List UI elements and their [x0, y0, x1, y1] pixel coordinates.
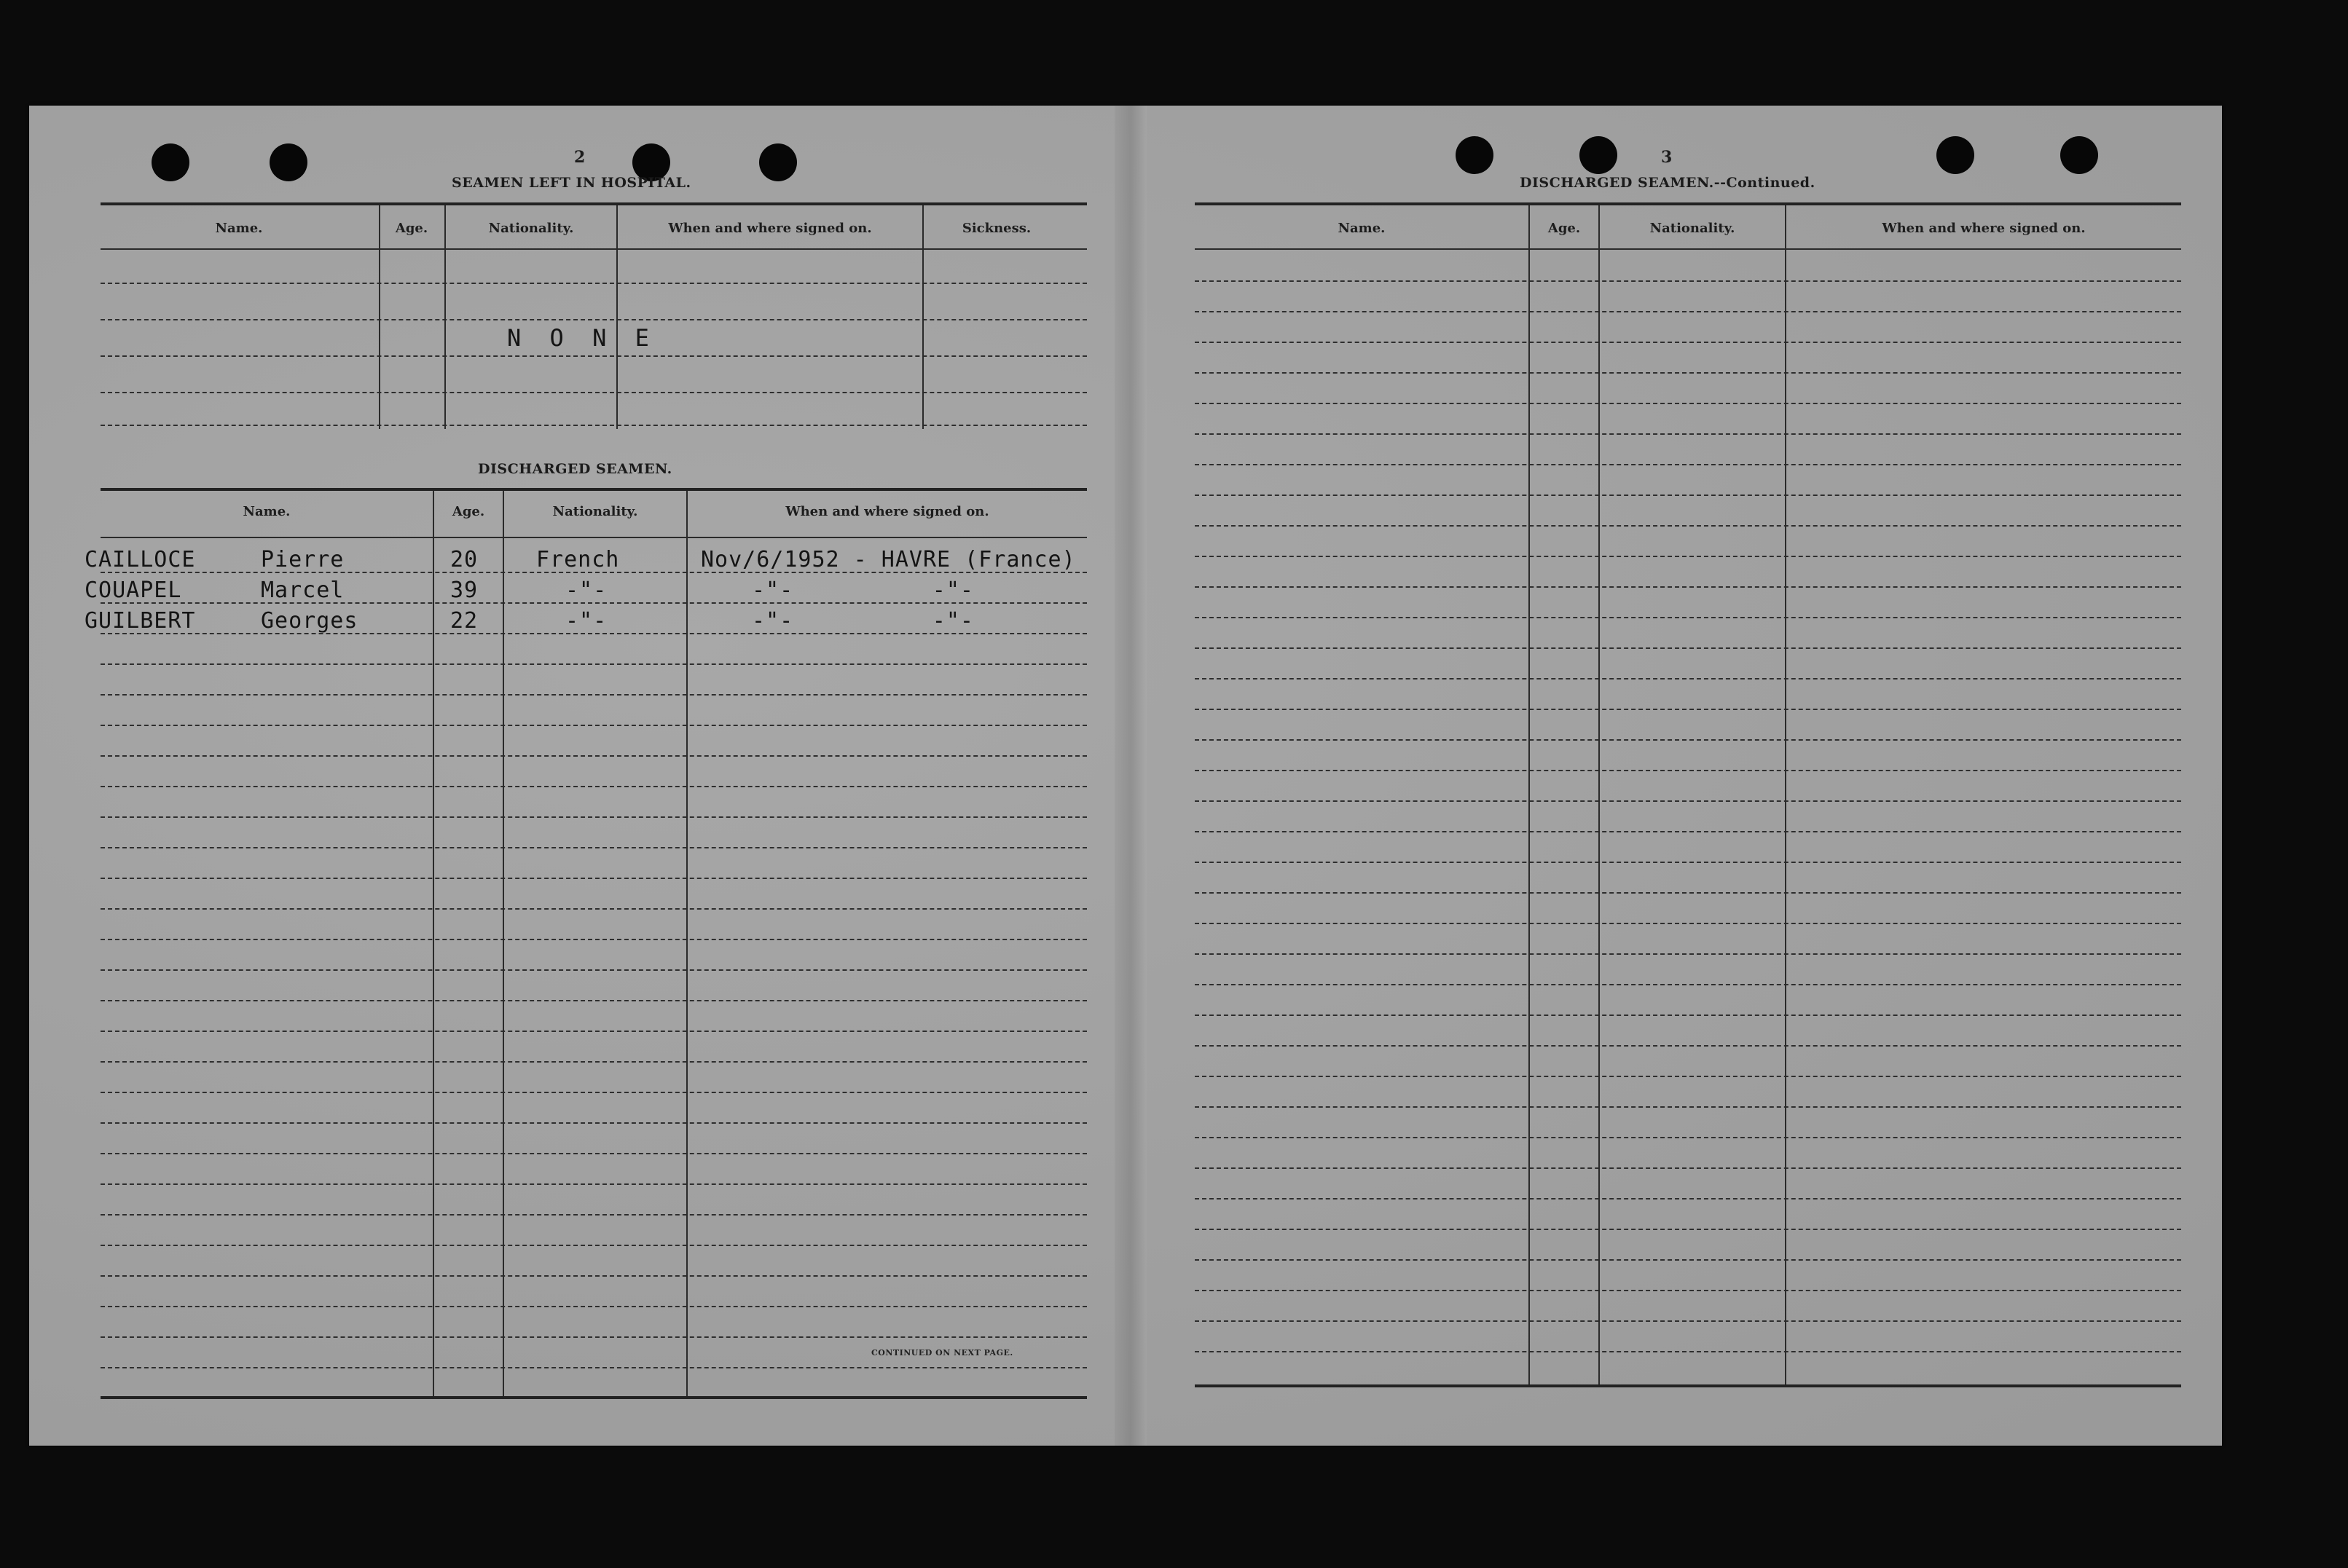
- hospital-header-name: Name.: [215, 221, 263, 236]
- ruled-line: [1195, 617, 2181, 618]
- hospital-top-rule: [101, 202, 1087, 205]
- page-number-right: 3: [1661, 148, 1673, 167]
- hospital-col-divider: [379, 205, 380, 429]
- ruled-line: [1195, 709, 2181, 710]
- right-col-divider: [1528, 205, 1530, 1384]
- right-header-nationality: Nationality.: [1649, 221, 1735, 236]
- ruled-line: [1195, 892, 2181, 894]
- hospital-col-divider: [616, 205, 618, 429]
- page-number-left: 2: [574, 148, 586, 167]
- right-col-divider: [1785, 205, 1786, 1384]
- discharged-header-rule: [101, 537, 1087, 538]
- ruled-line: [1195, 1076, 2181, 1077]
- ruled-line: [101, 969, 1087, 971]
- ruled-line: [1195, 556, 2181, 557]
- ruled-line: [1195, 1015, 2181, 1016]
- ruled-line: [1195, 953, 2181, 955]
- ruled-line: [101, 1031, 1087, 1032]
- seaman-surname: COUAPEL: [85, 578, 182, 603]
- seaman-given-name: Marcel: [261, 578, 345, 603]
- ruled-line: [101, 1061, 1087, 1063]
- ruled-line: [1195, 342, 2181, 343]
- ruled-line: [1195, 525, 2181, 527]
- discharged-continued-title: DISCHARGED SEAMEN.--Continued.: [1520, 175, 1815, 191]
- ruled-line: [1195, 831, 2181, 832]
- ruled-line: [101, 1092, 1087, 1093]
- hospital-none-entry: N O N E: [507, 324, 656, 352]
- seaman-age: 22: [450, 608, 479, 634]
- right-header-name: Name.: [1338, 221, 1386, 236]
- ruled-line: [1195, 647, 2181, 649]
- discharged-col-divider: [433, 491, 434, 1396]
- ruled-line: [101, 1153, 1087, 1154]
- punch-hole: [270, 143, 307, 181]
- discharged-header-age: Age.: [452, 504, 485, 519]
- ruled-line: [1195, 770, 2181, 771]
- ruled-line: [101, 319, 1087, 320]
- ruled-line: [101, 283, 1087, 284]
- ruled-line: [1195, 1229, 2181, 1230]
- hospital-header-signed-on: When and where signed on.: [668, 221, 872, 236]
- ruled-line: [1195, 1320, 2181, 1322]
- ruled-line: [1195, 1045, 2181, 1047]
- ruled-line: [101, 1122, 1087, 1124]
- ruled-line: [101, 392, 1087, 393]
- discharged-header-signed-on: When and where signed on.: [785, 504, 989, 519]
- ruled-line: [101, 663, 1087, 665]
- ruled-line: [101, 425, 1087, 426]
- ruled-line: [101, 1245, 1087, 1246]
- right-header-signed-on: When and where signed on.: [1882, 221, 2086, 236]
- ruled-line: [1195, 678, 2181, 679]
- hospital-col-divider: [922, 205, 924, 429]
- ruled-line: [101, 847, 1087, 848]
- ruled-line: [1195, 923, 2181, 924]
- seaman-signed-on: Nov/6/1952 - HAVRE (France): [701, 547, 1076, 572]
- ruled-line: [1195, 372, 2181, 374]
- page-fold: [1115, 106, 1147, 1446]
- right-top-rule: [1195, 202, 2181, 205]
- right-header-rule: [1195, 248, 2181, 250]
- ruled-line: [101, 755, 1087, 757]
- ruled-line: [1195, 464, 2181, 465]
- ruled-line: [101, 1275, 1087, 1277]
- seaman-signed-on: -"- -"-: [752, 608, 974, 634]
- ruled-line: [1195, 1106, 2181, 1108]
- ruled-line: [101, 1214, 1087, 1216]
- hospital-header-sickness: Sickness.: [962, 221, 1032, 236]
- ruled-line: [101, 1000, 1087, 1001]
- ruled-line: [101, 1336, 1087, 1338]
- ruled-line: [101, 1306, 1087, 1307]
- ruled-line: [1195, 739, 2181, 741]
- discharged-bottom-rule: [101, 1396, 1087, 1399]
- continued-note: CONTINUED ON NEXT PAGE.: [871, 1348, 1013, 1358]
- ruled-line: [1195, 280, 2181, 282]
- right-header-age: Age.: [1547, 221, 1581, 236]
- ruled-line: [1195, 800, 2181, 802]
- ruled-line: [1195, 1198, 2181, 1199]
- ruled-line: [1195, 495, 2181, 496]
- ruled-line: [1195, 862, 2181, 863]
- ruled-line: [1195, 1259, 2181, 1261]
- hospital-col-divider: [444, 205, 446, 429]
- right-bottom-rule: [1195, 1384, 2181, 1387]
- ruled-line: [101, 725, 1087, 726]
- hospital-header-nationality: Nationality.: [488, 221, 574, 236]
- ruled-line: [101, 908, 1087, 910]
- ruled-line: [1195, 1167, 2181, 1169]
- ruled-line: [101, 1183, 1087, 1185]
- right-col-divider: [1598, 205, 1600, 1384]
- hospital-section-title: SEAMEN LEFT IN HOSPITAL.: [452, 175, 691, 191]
- hospital-header-rule: [101, 248, 1087, 250]
- ruled-line: [101, 355, 1087, 357]
- ruled-line: [1195, 984, 2181, 985]
- punch-hole: [2060, 136, 2098, 174]
- punch-hole: [1579, 136, 1617, 174]
- seaman-surname: GUILBERT: [85, 608, 196, 634]
- ruled-line: [1195, 311, 2181, 312]
- ruled-line: [101, 816, 1087, 818]
- ruled-line: [1195, 586, 2181, 588]
- discharged-section-title: DISCHARGED SEAMEN.: [478, 461, 672, 477]
- discharged-top-rule: [101, 488, 1087, 491]
- ruled-line: [101, 878, 1087, 879]
- seaman-nationality: -"-: [565, 608, 608, 634]
- punch-hole: [1456, 136, 1493, 174]
- ruled-line: [101, 939, 1087, 940]
- ruled-line: [1195, 1137, 2181, 1138]
- ruled-line: [1195, 1351, 2181, 1352]
- ruled-line: [101, 694, 1087, 696]
- discharged-header-nationality: Nationality.: [552, 504, 638, 519]
- seaman-given-name: Pierre: [261, 547, 345, 572]
- punch-hole: [759, 143, 797, 181]
- hospital-header-age: Age.: [395, 221, 428, 236]
- seaman-age: 39: [450, 578, 479, 603]
- seaman-signed-on: -"- -"-: [752, 578, 974, 603]
- seaman-given-name: Georges: [261, 608, 358, 634]
- ruled-line: [1195, 403, 2181, 404]
- discharged-header-name: Name.: [243, 504, 291, 519]
- ruled-line: [1195, 1290, 2181, 1291]
- ruled-line: [101, 786, 1087, 787]
- seaman-surname: CAILLOCE: [85, 547, 196, 572]
- manifest-sheet: [29, 106, 2222, 1446]
- seaman-age: 20: [450, 547, 479, 572]
- punch-hole: [152, 143, 189, 181]
- ruled-line: [101, 1367, 1087, 1368]
- seaman-nationality: French: [536, 547, 620, 572]
- discharged-col-divider: [503, 491, 504, 1396]
- ruled-line: [1195, 433, 2181, 435]
- discharged-col-divider: [686, 491, 688, 1396]
- seaman-nationality: -"-: [565, 578, 608, 603]
- punch-hole: [1936, 136, 1974, 174]
